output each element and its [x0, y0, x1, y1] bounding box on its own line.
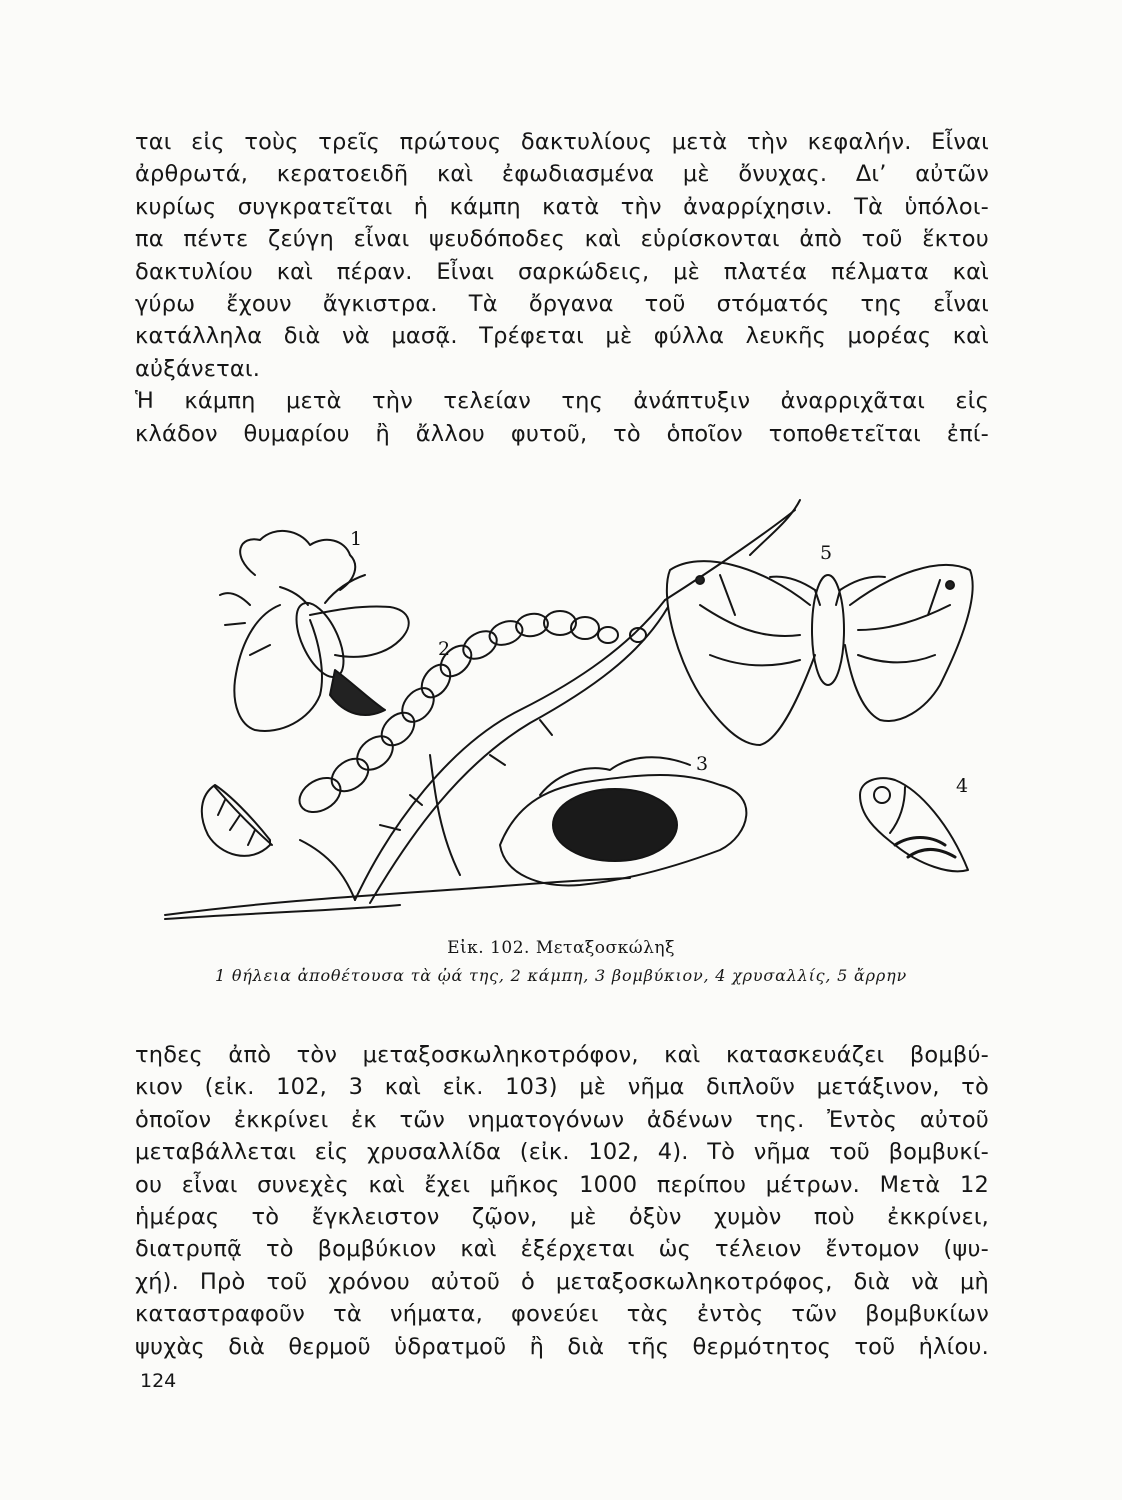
- text-line: ἀρθρωτά, κερατοειδῆ καὶ ἐφωδιασμένα μὲ ὄνυχας. Δι’ αὐτῶν: [135, 161, 989, 188]
- text-line: χή). Πρὸ τοῦ χρόνου αὐτοῦ ὁ μεταξοσκωληκοτρόφος, διὰ νὰ μὴ: [135, 1268, 989, 1295]
- figure-label-1: 1: [350, 528, 363, 550]
- paragraph-bottom: [135, 1039, 989, 1363]
- text-line: ὁποῖον ἐκκρίνει ἐκ τῶν νηματογόνων ἀδένων της. Ἐντὸς αὐτοῦ: [135, 1106, 989, 1133]
- cocoon-drawing: [500, 757, 746, 885]
- chrysalis-drawing: [860, 778, 968, 871]
- silkworm-figure: [160, 495, 990, 935]
- figure-caption-legend: 1 θήλεια ἀποθέτουσα τὰ ᾠά της, 2 κάμπη, 3 βομβύκιον, 4 χρυσαλλίς, 5 ἄρρην: [215, 966, 907, 985]
- text-line: Ἡ κάμπη μετὰ τὴν τελείαν της ἀνάπτυξιν ἀναρριχᾶται εἰς: [135, 388, 989, 415]
- text-line: ἡμέρας τὸ ἔγκλειστον ζῷον, μὲ ὀξὺν χυμὸν ποὺ ἐκκρίνει,: [135, 1203, 989, 1230]
- text-line: καταστραφοῦν τὰ νήματα, φονεύει τὰς ἐντὸς τῶν βομβυκίων: [135, 1301, 989, 1328]
- text-line: κλάδον θυμαρίου ἢ ἄλλου φυτοῦ, τὸ ὁποῖον τοποθετεῖται ἐπί-: [135, 420, 989, 447]
- figure-label-2: 2: [438, 638, 451, 660]
- text-line: διατρυπᾷ τὸ βομβύκιον καὶ ἐξέρχεται ὡς τέλειον ἔντομον (ψυ-: [135, 1236, 989, 1263]
- text-line: κιον (εἰκ. 102, 3 καὶ εἰκ. 103) μὲ νῆμα διπλοῦν μετάξινον, τὸ: [135, 1074, 989, 1101]
- male-moth-drawing: [667, 561, 973, 745]
- text-line: γύρω ἔχουν ἄγκιστρα. Τὰ ὄργανα τοῦ στόματός της εἶναι: [135, 290, 989, 317]
- leaf-drawing: [202, 785, 272, 856]
- figure-label-3: 3: [696, 753, 709, 775]
- paragraph-top: [135, 126, 989, 450]
- figure-label-5: 5: [820, 542, 833, 564]
- silkworm-illustration: [160, 495, 990, 935]
- text-line: κυρίως συγκρατεῖται ἡ κάμπη κατὰ τὴν ἀναρρίχησιν. Τὰ ὑπόλοι-: [135, 193, 989, 220]
- text-line: ψυχὰς διὰ θερμοῦ ὑδρατμοῦ ἢ διὰ τῆς θερμότητος τοῦ ἡλίου.: [135, 1333, 989, 1360]
- page-number: 124: [140, 1370, 177, 1392]
- text-line: μεταβάλλεται εἰς χρυσαλλίδα (εἰκ. 102, 4). Τὸ νῆμα τοῦ βομβυκί-: [135, 1139, 989, 1166]
- female-moth-drawing: [220, 531, 409, 731]
- figure-label-4: 4: [956, 775, 969, 797]
- caterpillar-drawing: [293, 611, 646, 819]
- text-line: πα πέντε ζεύγη εἶναι ψευδόποδες καὶ εὑρίσκονται ἀπὸ τοῦ ἕκτου: [135, 226, 989, 253]
- text-line: δακτυλίου καὶ πέραν. Εἶναι σαρκώδεις, μὲ πλατέα πέλματα καὶ: [135, 258, 989, 285]
- text-line: ται εἰς τοὺς τρεῖς πρώτους δακτυλίους μετὰ τὴν κεφαλήν. Εἶναι: [135, 129, 989, 155]
- text-line: κατάλληλα διὰ νὰ μασᾷ. Τρέφεται μὲ φύλλα λευκῆς μορέας καὶ: [135, 323, 989, 350]
- figure-caption-title: Εἰκ. 102. Μεταξοσκώληξ: [447, 938, 675, 958]
- text-line: ου εἶναι συνεχὲς καὶ ἔχει μῆκος 1000 περίπου μέτρων. Μετὰ 12: [135, 1171, 989, 1198]
- text-line: τηδες ἀπὸ τὸν μεταξοσκωληκοτρόφον, καὶ κατασκευάζει βομβύ-: [135, 1042, 989, 1068]
- text-line: αὐξάνεται.: [135, 355, 261, 382]
